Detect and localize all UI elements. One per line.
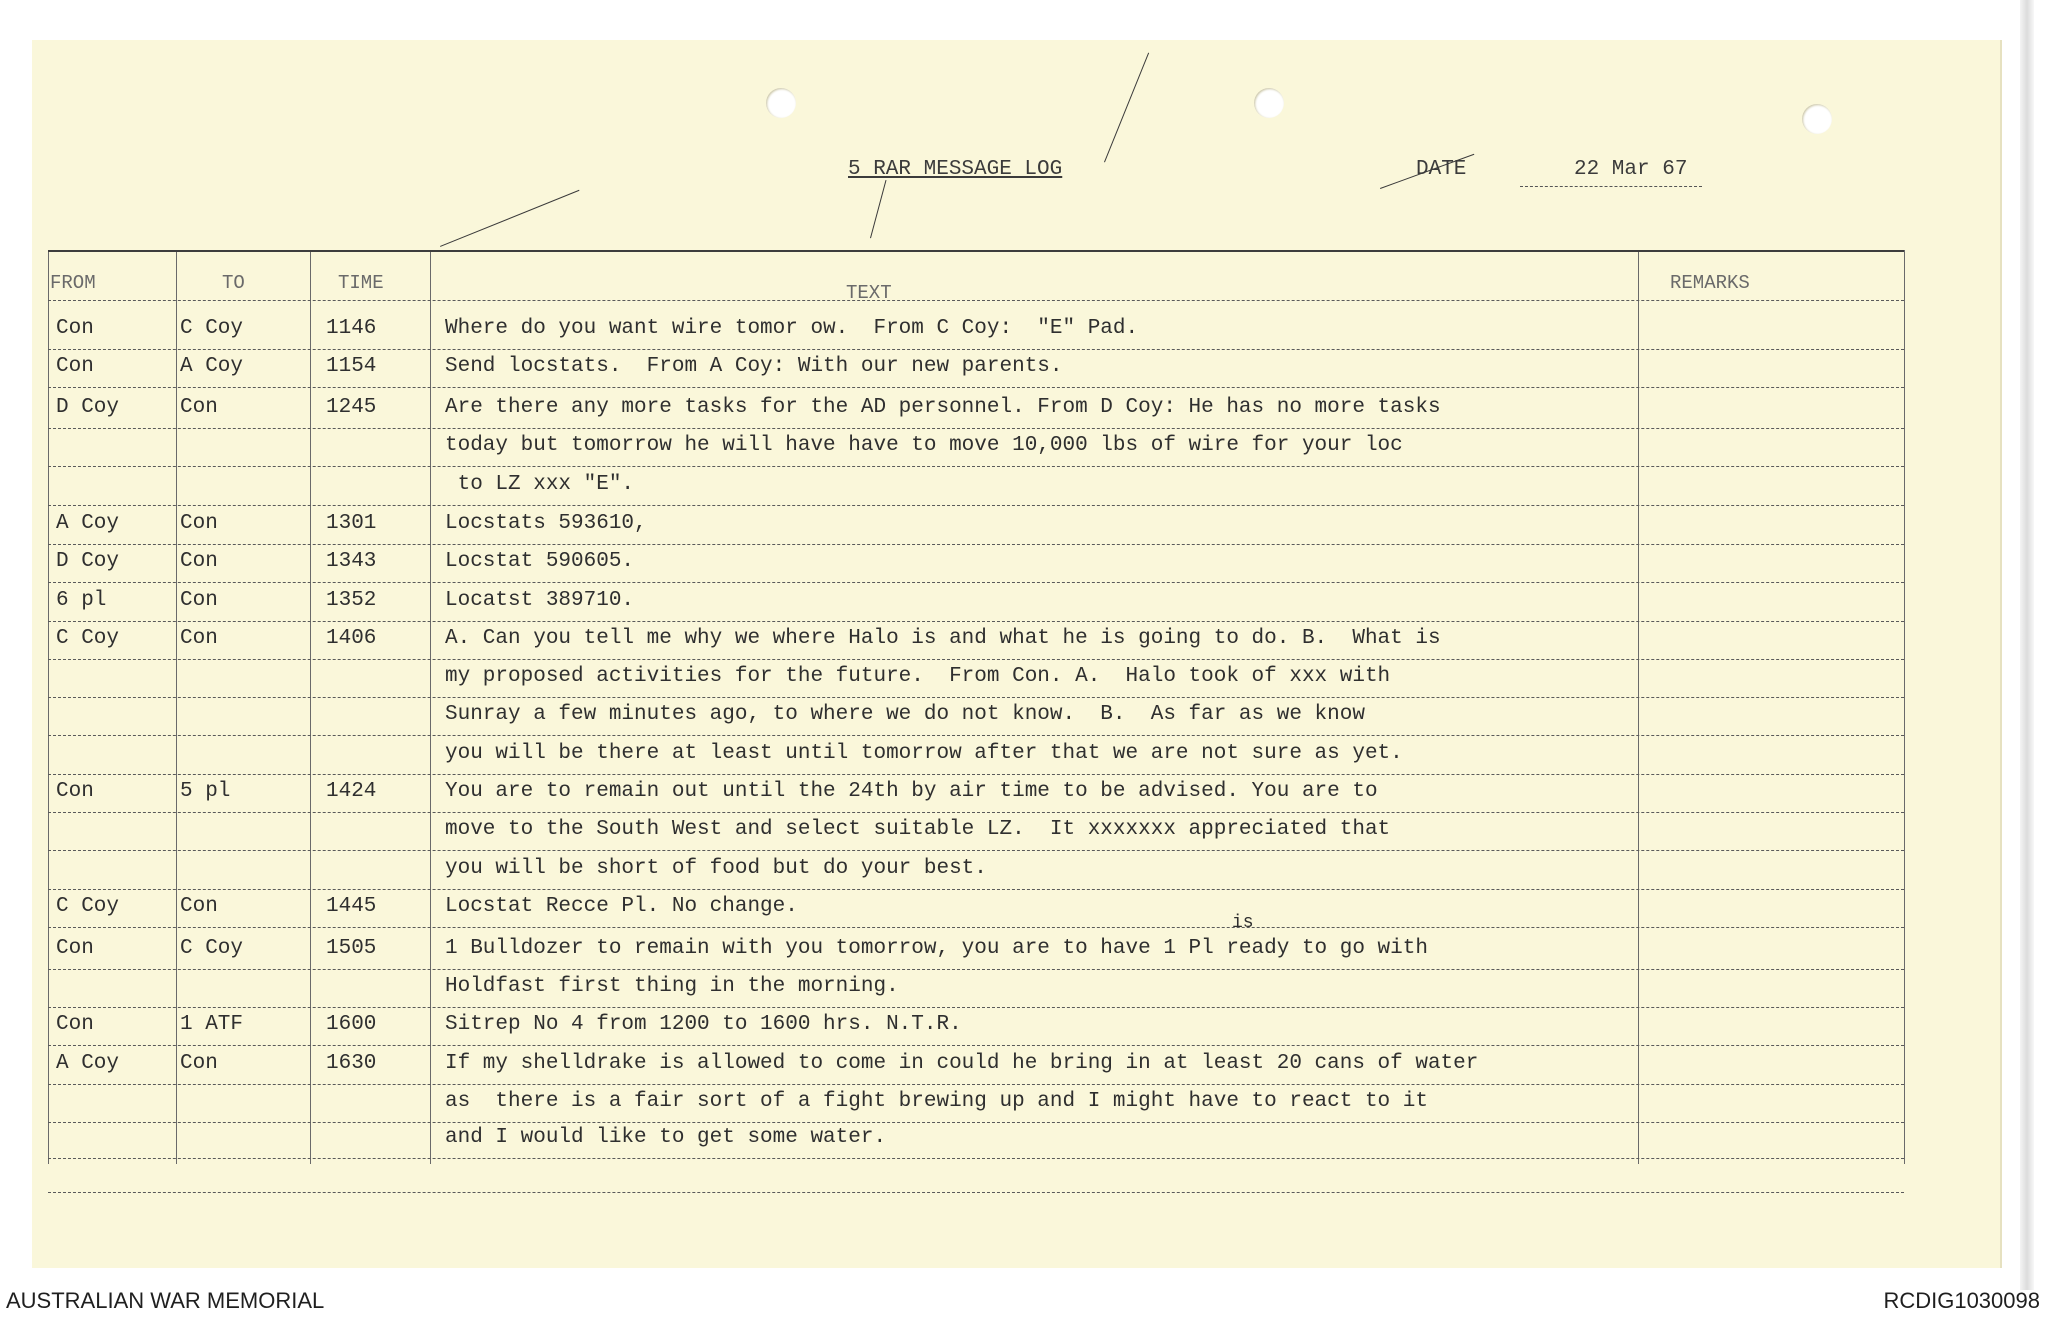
cell-from: C Coy	[56, 627, 120, 650]
cell-from: D Coy	[56, 396, 120, 419]
cell-text-line: Locstat Recce Pl. No change.	[445, 895, 798, 918]
cell-text-line: Holdfast first thing in the morning.	[445, 975, 899, 998]
cell-to: 1 ATF	[180, 1013, 244, 1036]
row-divider	[48, 659, 1904, 660]
cell-to: Con	[180, 627, 218, 650]
cell-time: 1146	[326, 317, 377, 340]
row-divider	[48, 774, 1904, 775]
column-header-to: TO	[222, 272, 245, 294]
cell-text-line: A. Can you tell me why we where Halo is and what he is going to do. B. What is	[445, 627, 1441, 650]
cell-time: 1445	[326, 895, 377, 918]
row-divider	[48, 850, 1904, 851]
cell-to: Con	[180, 589, 218, 612]
cell-from: C Coy	[56, 895, 120, 918]
cell-text-line: Are there any more tasks for the AD personnel. From D Coy: He has no more tasks	[445, 396, 1441, 419]
cell-time: 1352	[326, 589, 377, 612]
cell-text-line: my proposed activities for the future. From Con. A. Halo took of xxx with	[445, 665, 1391, 688]
row-divider	[48, 544, 1904, 545]
date-underline	[1520, 186, 1702, 187]
cell-text-line: as there is a fair sort of a fight brewing up and I might have to react to it	[445, 1090, 1428, 1113]
row-divider	[48, 621, 1904, 622]
cell-to: Con	[180, 512, 218, 535]
cell-text-line: Where do you want wire tomor ow. From C Coy: "E" Pad.	[445, 317, 1139, 340]
header-divider	[48, 300, 1904, 301]
row-divider	[48, 1045, 1904, 1046]
row-divider	[48, 1192, 1904, 1193]
cell-text-line: Send locstats. From A Coy: With our new parents.	[445, 355, 1063, 378]
cell-text-line: you will be short of food but do your best.	[445, 857, 987, 880]
punch-hole-left	[766, 88, 796, 118]
date-value: 22 Mar 67	[1574, 158, 1688, 181]
cell-to: Con	[180, 895, 218, 918]
punch-hole-right	[1802, 104, 1832, 134]
row-divider	[48, 969, 1904, 970]
cell-text-line: and I would like to get some water.	[445, 1126, 887, 1149]
cell-to: A Coy	[180, 355, 244, 378]
row-divider	[48, 349, 1904, 350]
cell-to: Con	[180, 1052, 218, 1075]
document-title: 5 RAR MESSAGE LOG	[848, 158, 1063, 181]
cell-time: 1505	[326, 937, 377, 960]
cell-time: 1154	[326, 355, 377, 378]
cell-from: 6 pl	[56, 589, 107, 612]
cell-from: D Coy	[56, 550, 120, 573]
cell-time: 1424	[326, 780, 377, 803]
archive-credit: AUSTRALIAN WAR MEMORIAL	[6, 1288, 325, 1313]
cell-to: C Coy	[180, 937, 244, 960]
cell-time: 1301	[326, 512, 377, 535]
column-divider	[1904, 250, 1905, 1164]
cell-from: A Coy	[56, 1052, 120, 1075]
cell-text-line: Locatst 389710.	[445, 589, 635, 612]
row-divider	[48, 1122, 1904, 1123]
archive-reference: RCDIG1030098	[1883, 1288, 2040, 1313]
cell-text-line: 1 Bulldozer to remain with you tomorrow, you are to have 1 Pl ready to go with	[445, 937, 1428, 960]
row-divider	[48, 927, 1904, 928]
column-header-remarks: REMARKS	[1670, 272, 1750, 294]
cell-time: 1343	[326, 550, 377, 573]
cell-text-line: Sunray a few minutes ago, to where we do not know. B. As far as we know	[445, 703, 1365, 726]
column-header-text: TEXT	[846, 282, 892, 304]
row-divider	[48, 1158, 1904, 1159]
row-divider	[48, 466, 1904, 467]
cell-from: Con	[56, 780, 94, 803]
cell-text-line: Locstat 590605.	[445, 550, 635, 573]
row-divider	[48, 889, 1904, 890]
page-edge-shadow	[2020, 0, 2034, 1290]
cell-text-line: Locstats 593610,	[445, 512, 647, 535]
row-divider	[48, 582, 1904, 583]
cell-text-line: You are to remain out until the 24th by air time to be advised. You are to	[445, 780, 1378, 803]
cell-from: Con	[56, 937, 94, 960]
row-divider	[48, 697, 1904, 698]
row-divider	[48, 1084, 1904, 1085]
table-top-border	[48, 250, 1904, 252]
cell-time: 1245	[326, 396, 377, 419]
cell-text-line: Sitrep No 4 from 1200 to 1600 hrs. N.T.R.	[445, 1013, 962, 1036]
cell-time: 1630	[326, 1052, 377, 1075]
cell-to: C Coy	[180, 317, 244, 340]
cell-text-line: move to the South West and select suitable LZ. It xxxxxxx appreciated that	[445, 818, 1391, 841]
interlinear-insertion: is	[1232, 913, 1254, 933]
column-header-from: FROM	[50, 272, 96, 294]
cell-time: 1600	[326, 1013, 377, 1036]
cell-to: 5 pl	[180, 780, 231, 803]
cell-from: Con	[56, 355, 94, 378]
cell-from: Con	[56, 1013, 94, 1036]
row-divider	[48, 735, 1904, 736]
cell-time: 1406	[326, 627, 377, 650]
cell-text-line: today but tomorrow he will have have to move 10,000 lbs of wire for your loc	[445, 434, 1403, 457]
row-divider	[48, 812, 1904, 813]
row-divider	[48, 1007, 1904, 1008]
cell-from: A Coy	[56, 512, 120, 535]
cell-to: Con	[180, 550, 218, 573]
column-header-time: TIME	[338, 272, 384, 294]
row-divider	[48, 387, 1904, 388]
date-label: DATE	[1416, 158, 1467, 181]
cell-from: Con	[56, 317, 94, 340]
cell-text-line: If my shelldrake is allowed to come in could he bring in at least 20 cans of water	[445, 1052, 1479, 1075]
cell-to: Con	[180, 396, 218, 419]
row-divider	[48, 505, 1904, 506]
cell-text-line: to LZ xxx "E".	[445, 473, 635, 496]
cell-text-line: you will be there at least until tomorrow after that we are not sure as yet.	[445, 742, 1403, 765]
punch-hole-middle	[1254, 88, 1284, 118]
row-divider	[48, 428, 1904, 429]
